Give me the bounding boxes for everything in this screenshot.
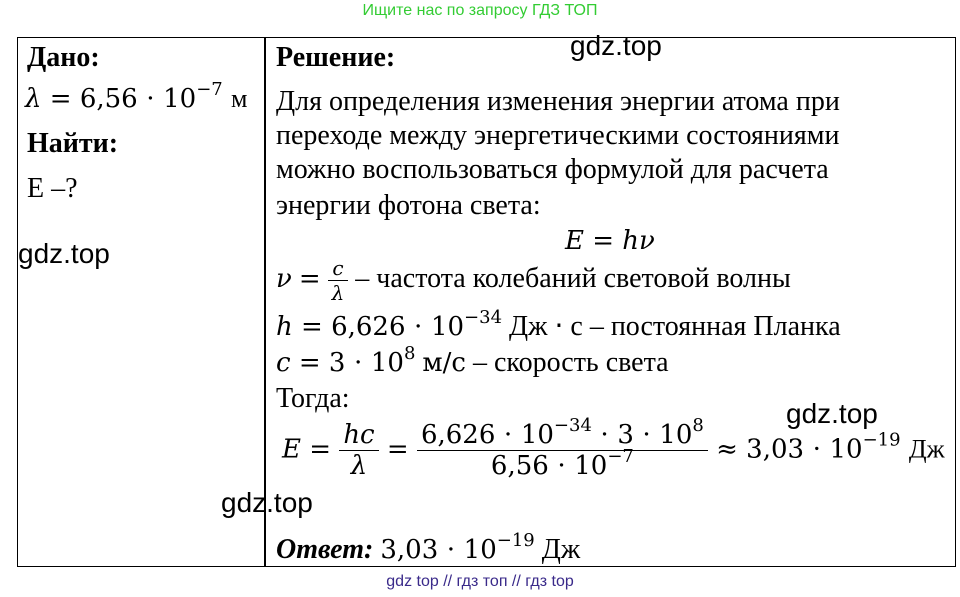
solution-intro-line-2: переходе между энергетическими состояниями: [276, 120, 840, 151]
given-lambda-value: 6,56 ⋅ 10: [79, 84, 197, 114]
answer-line: [276, 530, 581, 565]
given-lambda: $\lambda = 6,56 \cdot 10^{-7}$ м: [25, 79, 248, 114]
calc-result: ≈ 3,03 ⋅ 10: [716, 434, 863, 465]
find-item: E –?: [27, 173, 78, 204]
solution-intro-line-4: энергии фотона света:: [276, 190, 541, 221]
nu-description: – частота колебаний световой волны: [355, 262, 791, 294]
find-heading: Найти:: [27, 128, 119, 159]
light-speed-line: $c = 3 \cdot 10^8$ м/с – скорость света: [276, 343, 669, 378]
calc-den: 6,56 ⋅ 10: [490, 451, 608, 481]
calc-num-a: 6,626 ⋅ 10: [420, 420, 554, 450]
calc-result-unit: Дж: [908, 434, 945, 464]
footer-links[interactable]: gdz top // гдз топ // гдз top: [386, 573, 574, 590]
calc-num-b-exp: 8: [692, 415, 704, 436]
watermark: gdz.top: [570, 30, 662, 61]
planck-unit: Дж ⋅ с: [509, 311, 583, 342]
watermark: gdz.top: [18, 238, 110, 269]
watermark: gdz.top: [786, 398, 878, 429]
formula-main: E = hν: [565, 226, 655, 256]
answer-exp: −19: [496, 530, 535, 551]
answer-label: Ответ:: [276, 534, 374, 565]
planck-line: $h = 6,626 \cdot 10^{-34}$ Дж ⋅ с – постоянная Планка: [276, 307, 841, 342]
answer-unit: Дж: [541, 534, 581, 565]
light-speed-description: – скорость света: [472, 347, 669, 378]
planck-description: – постоянная Планка: [589, 311, 841, 342]
planck-value: 6,626 ⋅ 10: [331, 312, 465, 342]
given-heading: Дано:: [27, 42, 100, 73]
calc-num-b: ⋅ 3 ⋅ 10: [591, 420, 693, 450]
given-lambda-exp: −7: [196, 79, 223, 100]
light-speed-unit: м/с: [422, 348, 466, 378]
calc-result-exp: −19: [862, 429, 901, 451]
nu-fraction: $\frac{c}{\lambda}$: [328, 258, 349, 303]
light-speed-value: 3 ⋅ 10: [328, 348, 404, 378]
calc-fraction-values: [417, 415, 708, 481]
planck-exp: −34: [464, 307, 503, 328]
watermark: gdz.top: [221, 487, 313, 518]
calc-num-a-exp: −34: [553, 415, 592, 436]
nu-line: ν = $\frac{c}{\lambda}$ – частота колебаний световой волны: [276, 256, 791, 305]
answer-value: 3,03 ⋅ 10: [380, 535, 497, 565]
solution-intro-line-3: можно воспользоваться формулой для расчета: [276, 154, 829, 185]
header-search-hint[interactable]: Ищите нас по запросу ГДЗ ТОП: [362, 2, 598, 19]
calc-den-exp: −7: [607, 446, 634, 467]
light-speed-exp: 8: [403, 343, 416, 364]
given-lambda-unit: м: [231, 84, 248, 113]
calc-fraction-hc: $\frac{hc}{\lambda}$: [339, 422, 378, 479]
solution-heading: Решение:: [276, 42, 396, 73]
solution-intro-line-1: Для определения изменения энергии атома при: [276, 86, 840, 117]
then-label: Тогда:: [276, 383, 350, 414]
calc-line: E = $\frac{hc}{\lambda}$ = $\frac{6,626 \cdot 10^{-34} \cdot 3 \cdot 10^8}{6,56 \cdot 10^{-7}}$ ≈ $3,03 \cdot 10^{-19}$ Дж: [282, 415, 945, 481]
